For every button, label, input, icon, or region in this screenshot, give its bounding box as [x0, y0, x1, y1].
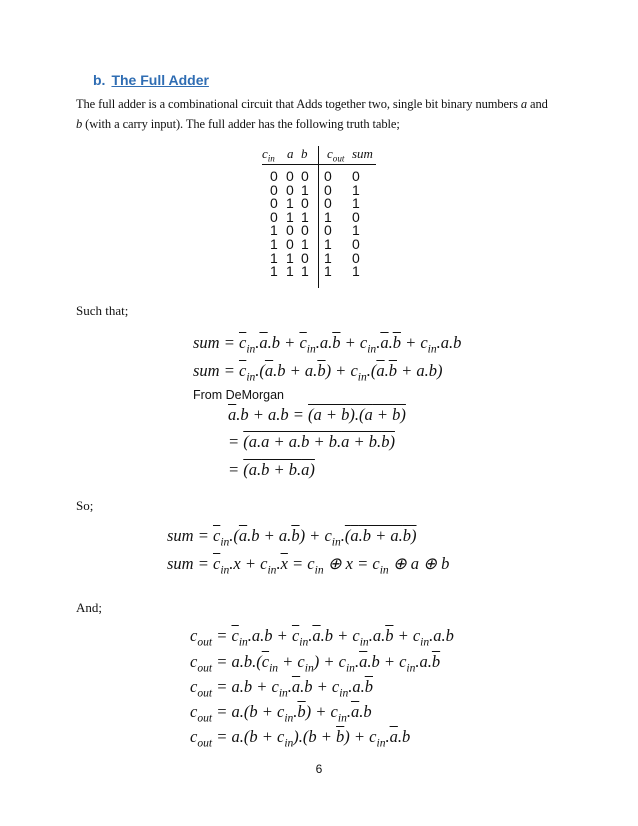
truth-cell-cout: 0 — [324, 168, 332, 184]
truth-cell-cout: 1 — [324, 263, 332, 280]
truth-cell-a: 1 — [286, 195, 294, 212]
equation-cout-3: $c_{out} = a.b + c_{in}.\overline{a}.b + c_{in}.a.\overline{b}$ — [190, 677, 373, 700]
header-cin: $c_{in}$ — [262, 146, 275, 164]
truth-cell-cin: 0 — [270, 181, 278, 198]
equation-demorgan-3: = (a.b + b.a) — [228, 460, 315, 479]
truth-cell-cin: 1 — [270, 236, 278, 252]
header-sum: sum — [352, 146, 373, 161]
equation-sum-4: sum = $\overline{c}_{in}.x + c_{in}.\overline{x} = c_{in}$ ⊕ $x = c_{in}$ ⊕ a ⊕ b — [167, 554, 450, 577]
truth-cell-cout: 1 — [324, 208, 332, 225]
intro-text-part2: (with a carry input). The full adder has the following truth table; — [82, 117, 400, 131]
truth-cell-a: 0 — [286, 222, 294, 239]
truth-table — [0, 0, 638, 300]
page-number: 6 — [315, 762, 323, 776]
intro-text-part1: The full adder is a combinational circuit that Adds together two, single bit binary numbers — [76, 97, 521, 111]
truth-cell-sum: 1 — [352, 222, 360, 239]
equation-cout-2: $c_{out} = a.b.(\overline{c}_{in} + c_{in}) + c_{in}.\overline{a}.b + c_{in}.a.\overline{b}$ — [190, 652, 441, 675]
truth-cell-cin: 1 — [270, 249, 278, 266]
truth-cell-sum: 1 — [352, 195, 360, 212]
equation-cout-4: $c_{out} = a.(b + c_{in}.\overline{b}) + c_{in}.\overline{a}.b$ — [190, 702, 372, 725]
truth-cell-a: 1 — [286, 249, 294, 266]
truth-cell-sum: 0 — [352, 168, 360, 184]
truth-cell-b: 1 — [301, 208, 309, 225]
equation-cout-1: $c_{out} = \overline{c}_{in}.a.b + \overline{c}_{in}.\overline{a}.b + c_{in}.a.\overline{b} + c_{in}.a.b$ — [190, 626, 454, 649]
truth-cell-b: 0 — [301, 168, 309, 184]
truth-cell-sum: 0 — [352, 249, 360, 266]
intro-text-and: and — [527, 97, 548, 111]
section-title: The Full Adder — [111, 72, 209, 88]
equation-demorgan-2: = (a.a + a.b + b.a + b.b) — [228, 432, 395, 451]
column-divider — [318, 146, 319, 288]
truth-cell-b: 1 — [301, 181, 309, 198]
header-cout: $c_{out}$ — [327, 146, 345, 164]
label-so: So; — [76, 498, 94, 513]
truth-cell-b: 0 — [301, 195, 309, 212]
label-from-demorgan: From DeMorgan — [193, 388, 284, 402]
truth-cell-cin: 1 — [270, 263, 278, 280]
truth-cell-b: 1 — [301, 263, 309, 280]
truth-cell-b: 1 — [301, 236, 309, 252]
truth-cell-b: 0 — [301, 222, 309, 239]
truth-cell-cin: 0 — [270, 195, 278, 212]
label-and: And; — [76, 600, 102, 615]
truth-cell-cout: 0 — [324, 195, 332, 212]
header-divider — [262, 164, 376, 165]
truth-cell-a: 1 — [286, 263, 294, 280]
header-a: a — [287, 146, 294, 161]
truth-cell-cout: 1 — [324, 249, 332, 266]
truth-cell-cout: 0 — [324, 181, 332, 198]
equation-sum-2: sum = $\overline{c}_{in}.(\overline{a}.b + a.\overline{b}) + c_{in}.(\overline{a}.\overline{b} + a.b)$ — [193, 361, 443, 384]
truth-cell-sum: 1 — [352, 263, 360, 280]
label-such-that: Such that; — [76, 303, 129, 318]
truth-cell-cin: 0 — [270, 168, 278, 184]
truth-cell-a: 0 — [286, 168, 294, 184]
truth-cell-sum: 0 — [352, 208, 360, 225]
truth-cell-sum: 0 — [352, 236, 360, 252]
equation-cout-5: $c_{out} = a.(b + c_{in}).(b + \overline{b}) + c_{in}.\overline{a}.b$ — [190, 727, 411, 750]
truth-cell-cin: 1 — [270, 222, 278, 239]
truth-cell-a: 0 — [286, 236, 294, 252]
header-b: b — [301, 146, 308, 161]
truth-cell-cout: 0 — [324, 222, 332, 239]
truth-cell-a: 0 — [286, 181, 294, 198]
var-b: b — [76, 117, 83, 131]
equation-demorgan-1: $\overline{a}.b + a.b = (a + b).(a + b)$ — [228, 405, 406, 424]
truth-cell-b: 0 — [301, 249, 309, 266]
var-a: a — [520, 97, 528, 111]
truth-cell-sum: 1 — [352, 181, 360, 198]
equation-sum-1: sum = $\overline{c}_{in}.\overline{a}.b + \overline{c}_{in}.a.\overline{b} + c_{in}.\overline{a}.\overline{b} + c_{in}.a.b$ — [193, 333, 462, 356]
truth-cell-cin: 0 — [270, 208, 278, 225]
section-prefix: b. — [93, 72, 106, 88]
truth-cell-cout: 1 — [324, 236, 332, 252]
truth-cell-a: 1 — [286, 208, 294, 225]
equation-sum-3: sum = $\overline{c}_{in}.(\overline{a}.b + a.\overline{b}) + c_{in}.(a.b + a.b)$ — [167, 526, 417, 549]
